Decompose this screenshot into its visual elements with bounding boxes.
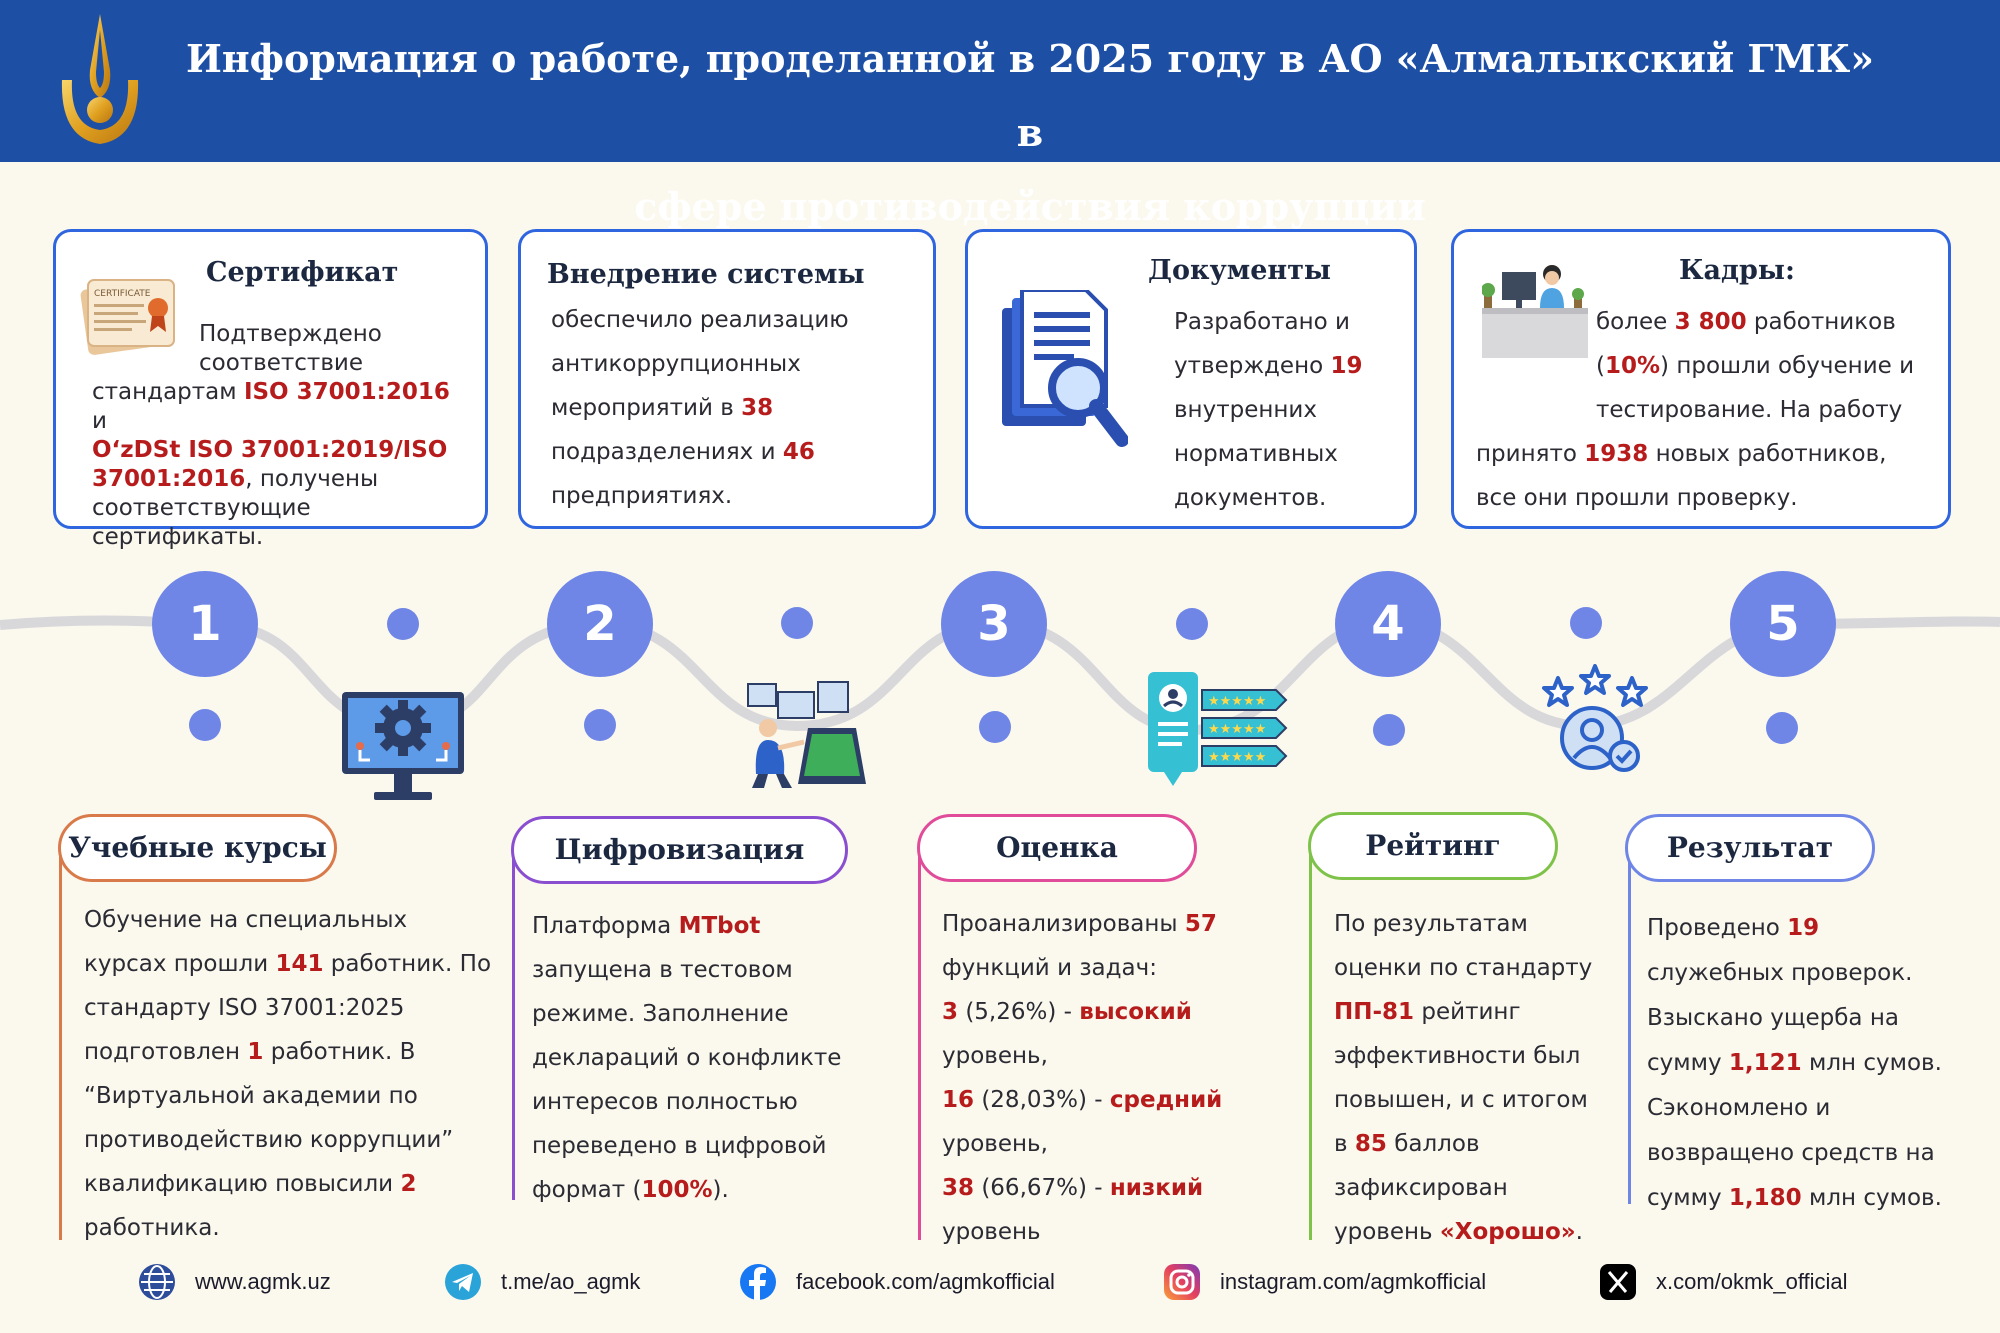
system-text: обеспечило реализацию антикоррупционных мероприятий в 38 подразделениях и 46 предприятиях. (551, 307, 849, 509)
digital-worker-icon (738, 676, 878, 790)
svg-text:CERTIFICATE: CERTIFICATE (94, 289, 151, 299)
step-4-number: 4 (1335, 571, 1441, 677)
footer-instagram-text[interactable]: instagram.com/agmkofficial (1220, 1269, 1487, 1294)
telegram-icon (443, 1262, 483, 1302)
step-1-text: Обучение на специальных курсах прошли 141 работник. По стандарту ISO 37001:2025 подготовлен 1 работник. В “Виртуальной академии по противодействию коррупции” квалификацию повысили 2 работника. (84, 907, 492, 1241)
logo (52, 10, 148, 150)
x-icon (1598, 1262, 1638, 1302)
documents-magnifier-icon (998, 290, 1128, 460)
rating-list-icon (1146, 670, 1288, 788)
staff-card (1451, 229, 1951, 529)
step-1-title: Учебные курсы (58, 814, 337, 882)
certificate-card (53, 229, 488, 550)
step-1-line (59, 850, 62, 1240)
step-2-line (512, 852, 515, 1200)
timeline-dot (584, 709, 616, 741)
documents-card (965, 229, 1417, 529)
title-line-2: сфере противодействия коррупции (634, 184, 1426, 229)
footer-telegram[interactable] (443, 1262, 640, 1302)
timeline-dot (1570, 607, 1602, 639)
step-4-text: По результатам оценки по стандарту ПП-81 рейтинг эффективности был повышен, и с итогом в 85 баллов зафиксирован уровень «Хорошо». (1334, 911, 1593, 1245)
staff-title: Кадры: (1679, 255, 1795, 286)
documents-title: Документы (1148, 255, 1331, 286)
page-title (180, 22, 1880, 244)
staff-text: более 3 800 работников (10%) прошли обучение и тестирование. На работу принято 1938 новых работников, все они прошли проверку. (1476, 309, 1915, 511)
step-3-number: 3 (941, 571, 1047, 677)
step-3-title: Оценка (917, 814, 1197, 882)
step-1-number: 1 (152, 571, 258, 677)
timeline-dot (1373, 714, 1405, 746)
system-card (518, 229, 936, 529)
stars-user-icon (1540, 664, 1650, 774)
title-line-1: Информация о работе, проделанной в 2025 году в АО «Алмалыкский ГМК» в (185, 36, 1875, 155)
system-title: Внедрение системы (547, 259, 865, 290)
step-5-text: Проведено 19 служебных проверок. Взыскано ущерба на сумму 1,121 млн сумов. Сэкономлено и возвращено средств на сумму 1,180 млн сумов. (1647, 915, 1942, 1211)
timeline-dot (781, 607, 813, 639)
timeline-dot (979, 711, 1011, 743)
step-3-line (918, 850, 921, 1240)
timeline-dot (189, 709, 221, 741)
svg-text:★★★★★: ★★★★★ (1208, 750, 1267, 765)
step-5-number: 5 (1730, 571, 1836, 677)
timeline-dot (1766, 712, 1798, 744)
step-5-title: Результат (1625, 814, 1875, 882)
footer-facebook[interactable] (738, 1262, 1055, 1302)
timeline-dot (1176, 608, 1208, 640)
globe-icon (137, 1262, 177, 1302)
footer-website[interactable] (137, 1262, 331, 1302)
gear-monitor-icon (340, 690, 466, 804)
footer-website-text[interactable]: www.agmk.uz (195, 1269, 331, 1294)
footer-telegram-text[interactable]: t.me/ao_agmk (501, 1269, 641, 1294)
step-2-number: 2 (547, 571, 653, 677)
step-3-text: Проанализированы 57 функций и задач: 3 (5,26%) - высокий уровень, 16 (28,03%) - средний уровень, 38 (66,67%) - низкий уровень (942, 911, 1223, 1245)
instagram-icon (1162, 1262, 1202, 1302)
header-banner (0, 0, 2000, 229)
step-4-line (1309, 848, 1312, 1240)
step-2-title: Цифровизация (511, 816, 848, 884)
step-4-title: Рейтинг (1308, 812, 1558, 880)
certificate-text: Подтверждено соответствие стандартам ISO 37001:2016 и O‘zDSt ISO 37001:2019/ISO 37001:2016, получены соответствующие сертификаты. (92, 321, 450, 550)
footer-instagram[interactable] (1162, 1262, 1486, 1302)
footer-facebook-text[interactable]: facebook.com/agmkofficial (796, 1269, 1055, 1294)
timeline-dot (387, 608, 419, 640)
footer-x[interactable] (1598, 1262, 1848, 1302)
footer-x-text[interactable]: x.com/okmk_official (1656, 1269, 1848, 1294)
svg-text:★★★★★: ★★★★★ (1208, 722, 1267, 737)
svg-text:★★★★★: ★★★★★ (1208, 694, 1267, 709)
documents-text: Разработано и утверждено 19 внутренних нормативных документов. (1174, 309, 1363, 511)
step-5-line (1628, 850, 1631, 1204)
step-2-text: Платформа MTbot запущена в тестовом режиме. Заполнение деклараций о конфликте интересов полностью переведено в цифровой формат (100%). (532, 913, 842, 1203)
facebook-icon (738, 1262, 778, 1302)
certificate-title: Сертификат (206, 257, 399, 288)
